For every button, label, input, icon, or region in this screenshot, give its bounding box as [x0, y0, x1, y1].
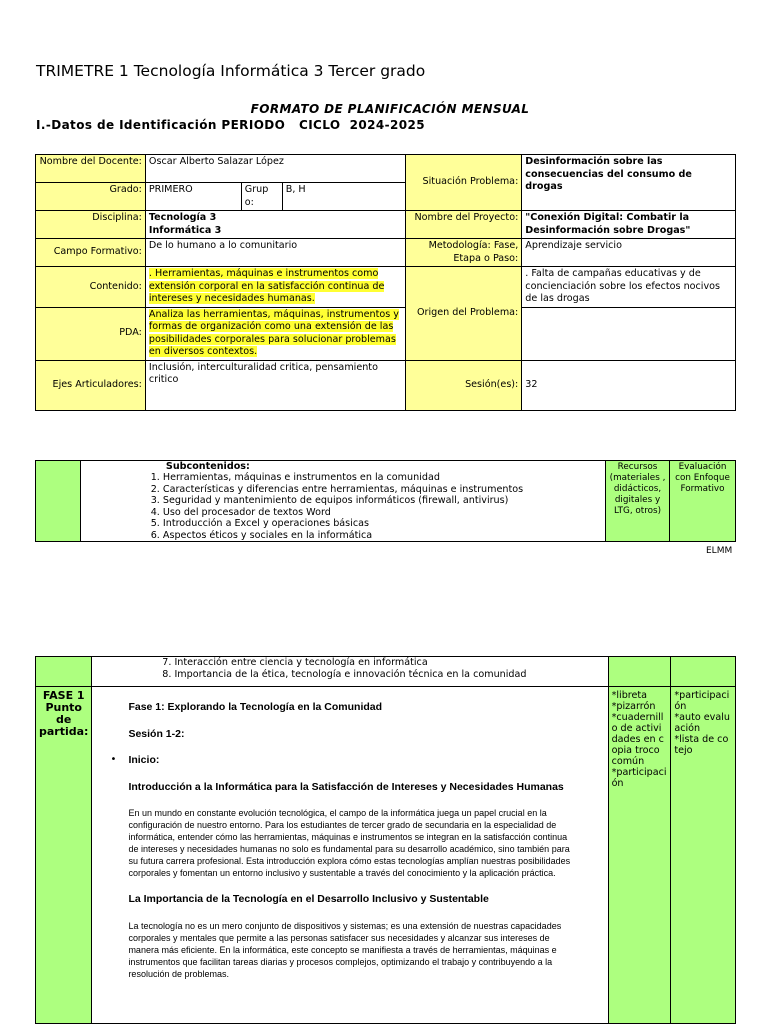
bullet-dot-icon: •	[110, 754, 117, 765]
origen-label: Origen del Problema:	[406, 267, 522, 361]
subcontent-item: 6. Aspectos éticos y sociales en la informática	[163, 530, 605, 542]
metodologia-value: Aprendizaje servicio	[522, 239, 736, 267]
format-title	[0, 102, 768, 116]
subcontent-item: 1. Herramientas, máquinas e instrumentos en la comunidad	[163, 472, 605, 484]
ejes-value: Inclusión, interculturalidad critica, pensamiento critico	[145, 360, 406, 410]
situacion-label: Situación Problema:	[406, 155, 522, 211]
bullet-inicio	[110, 754, 577, 767]
phase-content	[92, 687, 608, 1024]
campo-value: De lo humano a lo comunitario	[145, 239, 406, 267]
intro-paragraph: En un mundo en constante evolución tecnológica, el campo de la informática juega un papel crucial en la configuración de nuestro entorno. Para los estudiantes de tercer grado de secundaria en la especialidad de informática, entender cómo las herramientas, máquinas e instrumentos se integran en la satisfacción continua de intereses y necesidades humanas no solo es fundamental para su desarrollo académico, sino también para su futura carrera profesional. Esta introducción explora cómo estas tecnologías amplían nuestras posibilidades corporales y fomentan un entorno inclusivo y sustentable a través del conocimiento y la aplicación práctica.	[128, 808, 571, 878]
proyecto-value: "Conexión Digital: Combatir la Desinformación sobre Drogas"	[522, 211, 736, 239]
fecha-value	[522, 307, 736, 360]
subcontent-item: 3. Seguridad y mantenimiento de equipos informáticos (firewall, antivirus)	[163, 495, 605, 507]
metodologia-label: Metodología: Fase, Etapa o Paso:	[406, 239, 522, 267]
disciplina-label: Disciplina:	[36, 211, 146, 239]
grupo-value: B, H	[282, 183, 406, 211]
phase-table	[35, 656, 736, 1024]
grado-value: PRIMERO	[145, 183, 241, 211]
disciplina-value: Tecnología 3 Informática 3	[145, 211, 406, 239]
document-title: TRIMETRE 1 Tecnología Informática 3 Tercer grado	[36, 62, 426, 80]
importance-paragraph: La tecnología no es un mero conjunto de dispositivos y sistemas; es una extensión de nuestras capacidades corporales y mentales que permite a las personas satisfacer sus necesidades y alcanzar sus intereses de manera más eficiente. En la informática, este concepto se manifiesta a través de herramientas, máquinas e instrumentos que facilitan tareas diarias y procesos complejos, optimizando el trabajo y contribuyendo a la resolución de problemas.	[128, 920, 562, 979]
pda-value	[145, 307, 406, 360]
subcontent-item: 4. Uso del procesador de textos Word	[163, 507, 605, 519]
subcontent-item: 8. Importancia de la ética, tecnología e innovación técnica en la comunidad	[174, 669, 607, 681]
resources-spacer	[608, 657, 671, 687]
identification-line: I.-Datos de Identificación PERIODO CICLO 2024-2025	[36, 118, 426, 132]
grupo-label: Grup o:	[241, 183, 282, 211]
subcontent-item: 2. Características y diferencias entre herramientas, máquinas e instrumentos	[163, 484, 605, 496]
contenido-text: . Herramientas, máquinas e instrumentos como extensión corporal en la satisfacción continua de intereses y necesidades humanas.	[148, 268, 385, 304]
intro-heading: Introducción a la Informática para la Satisfacción de Intereses y Necesidades Humanas	[128, 780, 564, 793]
sesiones-value: 32	[522, 360, 736, 410]
sesiones-label: Sesión(es):	[406, 360, 522, 410]
contenido-value	[145, 267, 406, 308]
subcontents-title: Subcontenidos:	[165, 461, 250, 472]
subcontents-list-continued	[92, 657, 607, 680]
phase-spacer-cell	[36, 657, 92, 687]
phase-spacer-cell	[36, 461, 81, 542]
resources-list: *libreta *pizarrón *cuadernillo de actividades en copia troco común *participación	[608, 687, 671, 1024]
footer-initials: ELMM	[706, 546, 733, 556]
evaluacion-header: Evaluación con Enfoque Formativo	[670, 461, 736, 542]
ejes-label: Ejes Articuladores:	[36, 360, 146, 410]
subcontent-item: 7. Interacción entre ciencia y tecnología en informática	[174, 657, 607, 669]
inicio-label: Inicio:	[128, 754, 160, 766]
phase-label	[36, 687, 92, 1024]
docente-label: Nombre del Docente:	[36, 155, 146, 183]
phase-label-text: FASE 1 Punto de partida:	[39, 689, 89, 738]
importance-heading: La Importancia de la Tecnología en el Desarrollo Inclusivo y Sustentable	[128, 893, 489, 905]
docente-value: Oscar Alberto Salazar López	[145, 155, 406, 183]
subcontent-item: 5. Introducción a Excel y operaciones básicas	[163, 518, 605, 530]
evaluation-list: *participación *auto evaluación *lista de cotejo	[671, 687, 736, 1024]
subcontents-cell	[80, 461, 605, 542]
recursos-header: Recursos (materiales , didácticos, digitales y LTG, otros)	[606, 461, 670, 542]
origen-value: . Falta de campañas educativas y de concienciación sobre los efectos nocivos de las drogas	[522, 267, 736, 308]
identification-table	[35, 154, 736, 411]
grado-label: Grado:	[36, 183, 146, 211]
evaluation-spacer	[671, 657, 736, 687]
pda-text: Analiza las herramientas, máquinas, instrumentos y formas de organización como una extensión de las posibilidades corporales para solucionar problemas en diversos contextos.	[148, 308, 399, 357]
contenido-label: Contenido:	[36, 267, 146, 308]
subcontents-table	[35, 460, 736, 542]
pda-label: PDA:	[36, 307, 146, 360]
subcontents-continued-cell	[92, 657, 608, 687]
subcontents-list	[81, 472, 605, 541]
situacion-value: Desinformación sobre las consecuencias del consumo de drogas	[522, 155, 736, 211]
campo-label: Campo Formativo:	[36, 239, 146, 267]
proyecto-label: Nombre del Proyecto:	[406, 211, 522, 239]
format-title-text: FORMATO DE PLANIFICACIÓN MENSUAL	[250, 102, 530, 116]
phase-title: Fase 1: Explorando la Tecnología en la Comunidad	[128, 701, 383, 713]
session-title: Sesión 1-2:	[128, 727, 185, 740]
